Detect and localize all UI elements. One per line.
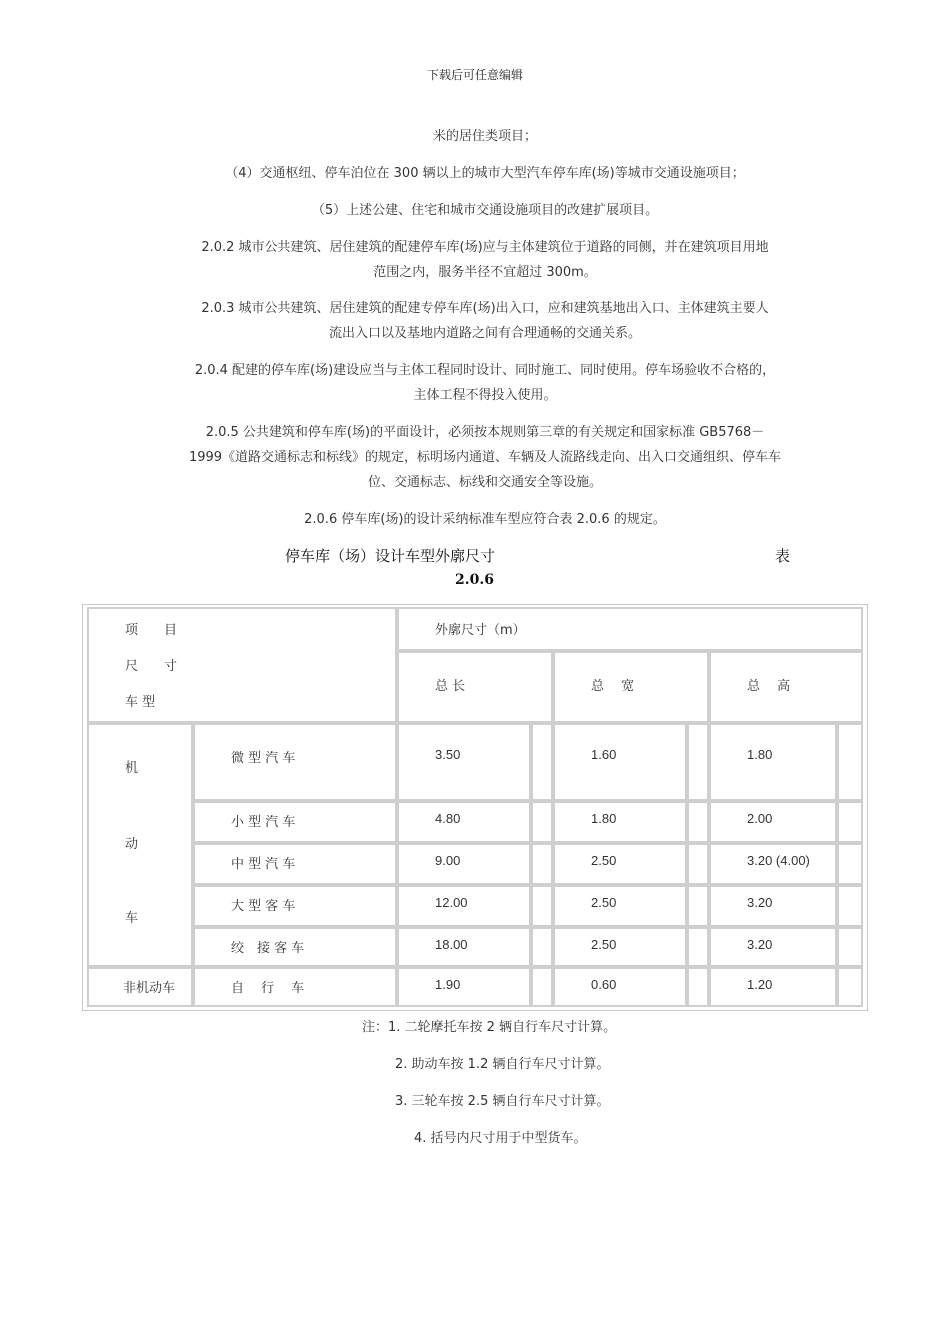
cell-width: 2.50 bbox=[553, 885, 687, 927]
row-name-cell: 自 行 车 bbox=[193, 967, 397, 1007]
cell-length: 18.00 bbox=[397, 927, 531, 967]
clause-2-0-5-line3: 位、交通标志、标线和交通安全等设施。 bbox=[367, 475, 602, 490]
col-header-height: 总 高 bbox=[709, 651, 863, 723]
spacer-cell bbox=[837, 927, 863, 967]
clause-2-0-3-line2: 流出入口以及基地内道路之间有合理通畅的交通关系。 bbox=[328, 326, 641, 341]
corner-header-cell bbox=[87, 607, 397, 723]
cell-length: 12.00 bbox=[397, 885, 531, 927]
row-name-cell: 微 型 汽 车 bbox=[193, 723, 397, 801]
col-header-length: 总 长 bbox=[397, 651, 553, 723]
cell-width: 1.80 bbox=[553, 801, 687, 843]
clause-2-0-5-line1: 2.0.5 公共建筑和停车库(场)的平面设计，必须按本规则第三章的有关规定和国家标准 GB5768－ bbox=[205, 425, 765, 440]
cell-height: 1.20 bbox=[709, 967, 837, 1007]
spacer-cell bbox=[687, 927, 709, 967]
corner-item-label: 项 目 bbox=[125, 623, 178, 638]
spacer-cell bbox=[531, 843, 553, 885]
clause-2-0-6: 2.0.6 停车库(场)的设计采纳标准车型应符合表 2.0.6 的规定。 bbox=[304, 512, 666, 527]
dimension-header: 外廓尺寸（m） bbox=[435, 623, 526, 638]
spacer-cell bbox=[531, 801, 553, 843]
spacer-cell bbox=[687, 967, 709, 1007]
note-2: 2. 助动车按 1.2 辆自行车尺寸计算。 bbox=[395, 1057, 610, 1072]
clause-2-0-4-line2: 主体工程不得投入使用。 bbox=[413, 388, 557, 403]
table-number: 2.0.6 bbox=[455, 572, 494, 588]
clause-2-0-4 bbox=[140, 358, 830, 408]
spacer-cell bbox=[531, 927, 553, 967]
clause-2-0-2-line1: 2.0.2 城市公共建筑、居住建筑的配建停车库(场)应与主体建筑位于道路的同侧，并在建筑项目用地 bbox=[201, 240, 769, 255]
corner-type-label: 车 型 bbox=[125, 695, 156, 710]
cell-height: 3.20 bbox=[709, 927, 837, 967]
cell-length: 9.00 bbox=[397, 843, 531, 885]
cell-height: 3.20 (4.00) bbox=[709, 843, 837, 885]
row-name-cell: 小 型 汽 车 bbox=[193, 801, 397, 843]
spacer-cell bbox=[837, 801, 863, 843]
spacer-cell bbox=[837, 843, 863, 885]
paragraph-continuation: 米的居住类项目； bbox=[432, 129, 537, 144]
spacer-cell bbox=[837, 967, 863, 1007]
clause-2-0-3-line1: 2.0.3 城市公共建筑、居住建筑的配建专停车库(场)出入口，应和建筑基地出入口、主体建筑主要人 bbox=[201, 301, 769, 316]
row-name-cell: 大 型 客 车 bbox=[193, 885, 397, 927]
spacer-cell bbox=[837, 723, 863, 801]
note-1: 注：1. 二轮摩托车按 2 辆自行车尺寸计算。 bbox=[362, 1020, 617, 1035]
spacer-cell bbox=[687, 723, 709, 801]
note-3: 3. 三轮车按 2.5 辆自行车尺寸计算。 bbox=[395, 1094, 610, 1109]
note-4: 4. 括号内尺寸用于中型货车。 bbox=[414, 1131, 587, 1146]
clause-2-0-5 bbox=[140, 420, 830, 495]
group-motor-vehicle: 机 动 车 bbox=[87, 723, 193, 967]
clause-2-0-5-line2: 1999《道路交通标志和标线》的规定，标明场内通道、车辆及人流路线走向、出入口交通组织、停车车 bbox=[188, 450, 782, 465]
vehicle-dimensions-table bbox=[82, 604, 868, 1011]
clause-2-0-4-line1: 2.0.4 配建的停车库(场)建设应当与主体工程同时设计、同时施工、同时使用。停车场验收不合格的， bbox=[194, 363, 776, 378]
spacer-cell bbox=[687, 801, 709, 843]
clause-2-0-2-line2: 范围之内，服务半径不宜超过 300m。 bbox=[373, 265, 597, 280]
cell-length: 3.50 bbox=[397, 723, 531, 801]
page-header: 下载后可任意编辑 bbox=[426, 68, 523, 82]
cell-height: 1.80 bbox=[709, 723, 837, 801]
cell-length: 4.80 bbox=[397, 801, 531, 843]
spacer-cell bbox=[531, 723, 553, 801]
dimension-header-cell bbox=[397, 607, 863, 651]
cell-height: 3.20 bbox=[709, 885, 837, 927]
spacer-cell bbox=[531, 885, 553, 927]
spacer-cell bbox=[837, 885, 863, 927]
table-title: 停车库（场）设计车型外廓尺寸 bbox=[285, 547, 496, 565]
clause-2-0-3 bbox=[140, 296, 830, 346]
col-header-width: 总 宽 bbox=[553, 651, 709, 723]
paragraph-item-4: （4）交通枢纽、停车泊位在 300 辆以上的城市大型汽车停车库(场)等城市交通设施项目； bbox=[225, 166, 745, 181]
row-name-cell: 绞 接 客 车 bbox=[193, 927, 397, 967]
corner-size-label: 尺 寸 bbox=[125, 659, 178, 674]
paragraph-item-5: （5）上述公建、住宅和城市交通设施项目的改建扩展项目。 bbox=[311, 203, 659, 218]
cell-width: 1.60 bbox=[553, 723, 687, 801]
cell-length: 1.90 bbox=[397, 967, 531, 1007]
clause-2-0-2 bbox=[140, 235, 830, 285]
spacer-cell bbox=[687, 843, 709, 885]
cell-height: 2.00 bbox=[709, 801, 837, 843]
cell-width: 2.50 bbox=[553, 927, 687, 967]
spacer-cell bbox=[531, 967, 553, 1007]
row-name-cell: 中 型 汽 车 bbox=[193, 843, 397, 885]
cell-width: 2.50 bbox=[553, 843, 687, 885]
spacer-cell bbox=[687, 885, 709, 927]
cell-width: 0.60 bbox=[553, 967, 687, 1007]
table-label: 表 bbox=[775, 547, 791, 565]
group-non-motor-vehicle: 非机动车 bbox=[87, 967, 193, 1007]
